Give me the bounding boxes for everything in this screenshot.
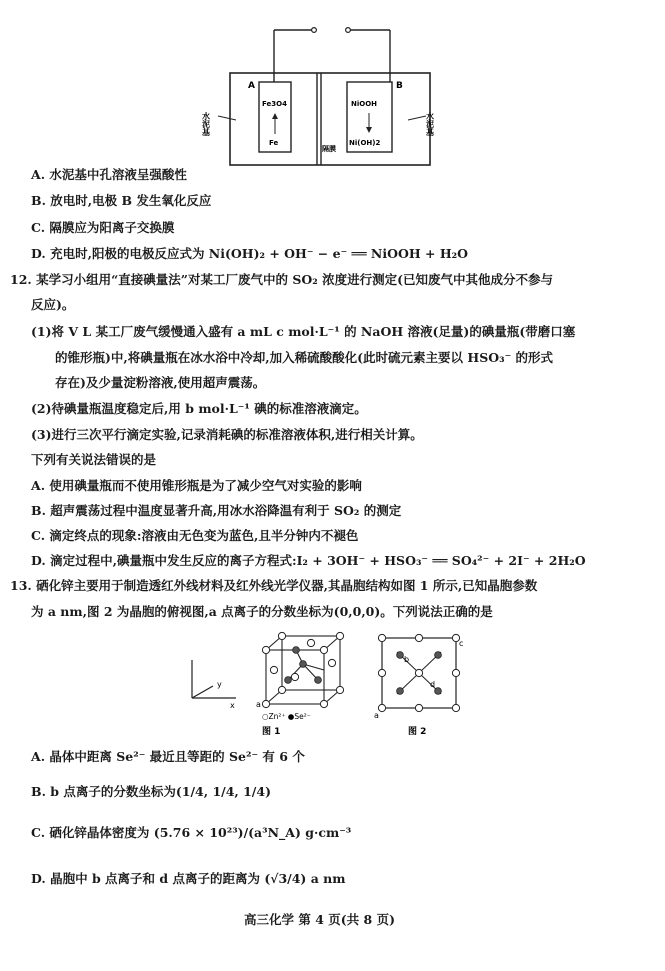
q12-question: 下列有关说法错误的是	[31, 452, 157, 467]
q13-option-b: B. b 点离子的分数坐标为(1/4, 1/4, 1/4)	[31, 784, 271, 799]
fig1-legend: ○Zn²⁺ ●Se²⁻	[262, 712, 311, 721]
q11-option-d: D. 充电时,阳极的电极反应式为 Ni(OH)₂ + OH⁻ − e⁻ ══ NiOOH + H₂O	[31, 246, 469, 261]
cement-left-label: 水泥基	[201, 112, 211, 136]
svg-text:d: d	[430, 680, 436, 689]
q12-step1-line3: 存在)及少量淀粉溶液,使用超声震荡。	[55, 375, 266, 390]
q13-stem-line1: 13. 硒化锌主要用于制造透红外线材料及红外线光学仪器,其晶胞结构如图 1 所示,已知晶胞参数	[10, 578, 538, 593]
q12-option-d: D. 滴定过程中,碘量瓶中发生反应的离子方程式:I₂ + 3OH⁻ + HSO₃⁻ ══ SO₄²⁻ + 2I⁻ + 2H₂O	[31, 553, 586, 568]
q13-option-d: D. 晶胞中 b 点离子和 d 点离子的距离为 (√3/4) a nm	[31, 871, 346, 886]
left-electrode-bottom: Fe	[269, 139, 279, 147]
q12-option-a: A. 使用碘量瓶而不使用锥形瓶是为了减少空气对实验的影响	[31, 478, 362, 493]
page-footer: 高三化学 第 4 页(共 8 页)	[244, 912, 395, 927]
q12-stem-line2: 反应)。	[31, 297, 75, 312]
q12-stem-line1: 12. 某学习小组用“直接碘量法”对某工厂废气中的 SO₂ 浓度进行测定(已知废气中其他成分不参与	[10, 272, 553, 287]
right-electrode-top: NiOOH	[351, 100, 378, 108]
svg-text:a: a	[374, 711, 379, 720]
svg-text:y: y	[217, 680, 222, 689]
q12-option-c: C. 滴定终点的现象:溶液由无色变为蓝色,且半分钟内不褪色	[31, 528, 359, 543]
svg-text:a: a	[256, 700, 261, 709]
electrode-a-label: A	[248, 81, 255, 91]
q12-step1-line2: 的锥形瓶)中,将碘量瓶在冰水浴中冷却,加入稀硫酸酸化(此时硫元素主要以 HSO₃⁻ 的形式	[55, 350, 554, 365]
q13-option-c: C. 硒化锌晶体密度为 (5.76 × 10²³)/(a³N_A) g·cm⁻³	[31, 825, 352, 840]
q12-step3: (3)进行三次平行滴定实验,记录消耗碘的标准溶液体积,进行相关计算。	[31, 427, 423, 442]
svg-text:c: c	[459, 639, 464, 648]
crystal-figures	[0, 624, 665, 744]
q12-step1-line1: (1)将 V L 某工厂废气缓慢通入盛有 a mL c mol·L⁻¹ 的 NaOH 溶液(足量)的碘量瓶(带磨口塞	[31, 324, 576, 339]
q11-option-b: B. 放电时,电极 B 发生氧化反应	[31, 193, 212, 208]
q13-option-a: A. 晶体中距离 Se²⁻ 最近且等距的 Se²⁻ 有 6 个	[31, 749, 305, 764]
battery-diagram	[0, 0, 665, 175]
left-electrode-top: Fe3O4	[262, 100, 287, 108]
q13-stem-line2: 为 a nm,图 2 为晶胞的俯视图,a 点离子的分数坐标为(0,0,0)。下列说法正确的是	[31, 604, 493, 619]
cement-right-label: 水泥基	[425, 112, 435, 136]
electrode-b-label: B	[396, 81, 403, 91]
svg-text:b: b	[404, 655, 410, 664]
q11-option-c: C. 隔膜应为阳离子交换膜	[31, 220, 175, 235]
svg-text:x: x	[230, 701, 235, 710]
right-electrode-bottom: Ni(OH)2	[349, 139, 381, 147]
q11-option-a: A. 水泥基中孔溶液呈强酸性	[31, 167, 187, 182]
fig1-caption: 图 1	[262, 727, 281, 737]
membrane-label: 隔膜	[322, 145, 336, 153]
q12-option-b: B. 超声震荡过程中温度显著升高,用冰水浴降温有利于 SO₂ 的测定	[31, 503, 402, 518]
fig2-caption: 图 2	[408, 727, 427, 737]
q12-step2: (2)待碘量瓶温度稳定后,用 b mol·L⁻¹ 碘的标准溶液滴定。	[31, 401, 367, 416]
